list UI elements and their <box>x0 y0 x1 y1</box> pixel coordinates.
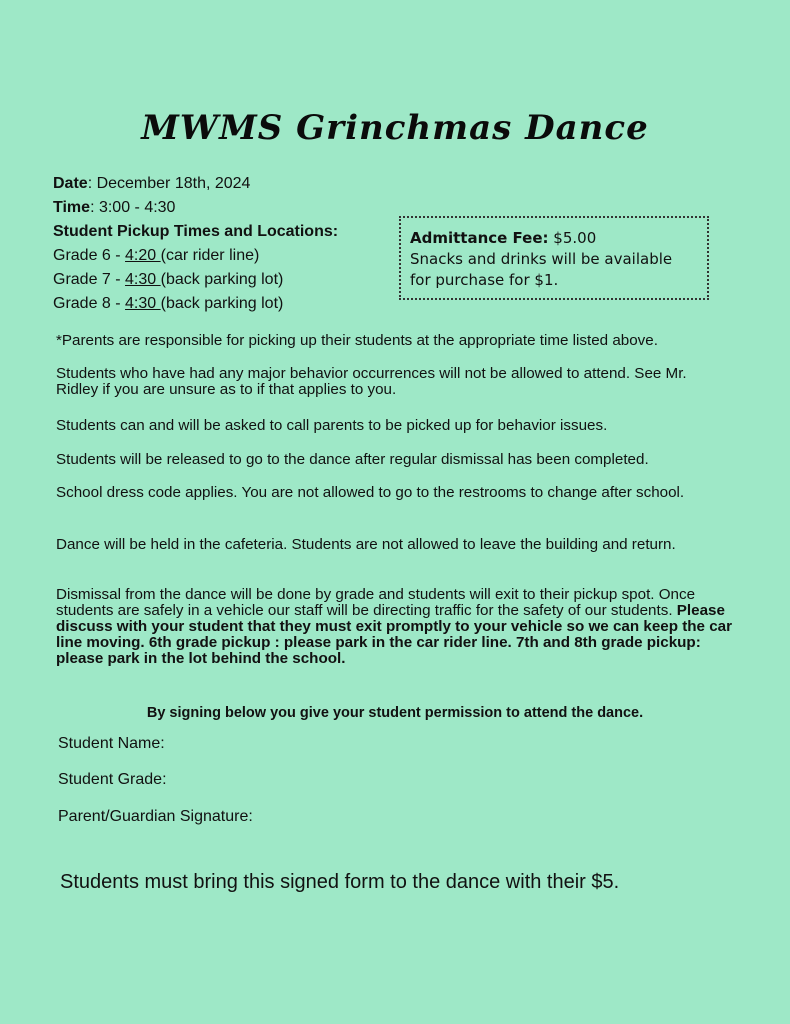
pickup-instructions: Please discuss with your student that they must exit promptly to your vehicle so we can keep the car line moving. 6th grade pickup : please park in the car rider line. 7th and 8th grade pickup: please park in the lot behind the school. <box>56 602 733 667</box>
pickup-time: 4:20 <box>125 247 161 264</box>
fee-note-line-2: for purchase for $1. <box>410 271 559 289</box>
pickup-time: 4:30 <box>125 271 161 288</box>
location-note: Dance will be held in the cafeteria. Students are not allowed to leave the building and return. <box>56 536 676 553</box>
date-value: : December 18th, 2024 <box>87 175 251 192</box>
dismissal-release-note: Students will be released to go to the dance after regular dismissal has been completed. <box>56 451 649 468</box>
pickup-grade-8: Grade 8 - 4:30 (back parking lot) <box>53 295 284 312</box>
pickup-grade-7: Grade 7 - 4:30 (back parking lot) <box>53 271 284 288</box>
student-name-field[interactable]: Student Name: <box>58 735 165 752</box>
pickup-location: (back parking lot) <box>160 295 284 312</box>
admittance-fee-box <box>399 216 709 300</box>
parents-responsibility-note: *Parents are responsible for picking up their students at the appropriate time listed above. <box>56 332 658 349</box>
date-label: Date <box>53 175 88 192</box>
pickup-location: (back parking lot) <box>160 271 284 288</box>
dismissal-procedure-note <box>56 587 732 667</box>
student-grade-field[interactable]: Student Grade: <box>58 771 167 788</box>
pickup-grade-6: Grade 6 - 4:20 (car rider line) <box>53 247 260 264</box>
event-info <box>53 172 338 316</box>
dress-code-note: School dress code applies. You are not allowed to go to the restrooms to change after school. <box>56 484 685 501</box>
parent-signature-field[interactable]: Parent/Guardian Signature: <box>58 808 253 825</box>
fee-line <box>410 228 707 249</box>
page-title: MWMS Grinchmas Dance <box>141 108 649 148</box>
pickup-time: 4:30 <box>125 295 161 312</box>
date-row <box>53 172 338 196</box>
time-label: Time <box>53 199 91 216</box>
behavior-call-note: Students can and will be asked to call parents to be picked up for behavior issues. <box>56 417 608 434</box>
fee-note-line-1: Snacks and drinks will be available <box>410 250 673 268</box>
time-row <box>53 196 338 220</box>
fee-amount: $5.00 <box>548 229 597 247</box>
time-value: : 3:00 - 4:30 <box>90 199 176 216</box>
behavior-note: Students who have had any major behavior occurrences will not be allowed to attend. See Mr. Ridley if you are unsure as to if that applies to you. <box>56 365 687 398</box>
dismissal-text: Dismissal from the dance will be done by grade and students will exit to their pickup spot. Once students are safely in a vehicle our staff will be directing traffic for the safety of our students. <box>56 586 696 619</box>
pickup-heading: Student Pickup Times and Locations: <box>53 223 339 240</box>
consent-statement: By signing below you give your student permission to attend the dance. <box>146 705 644 721</box>
fee-label: Admittance Fee: <box>410 229 549 247</box>
final-reminder: Students must bring this signed form to the dance with their $5. <box>60 871 620 893</box>
pickup-location: (car rider line) <box>160 247 260 264</box>
